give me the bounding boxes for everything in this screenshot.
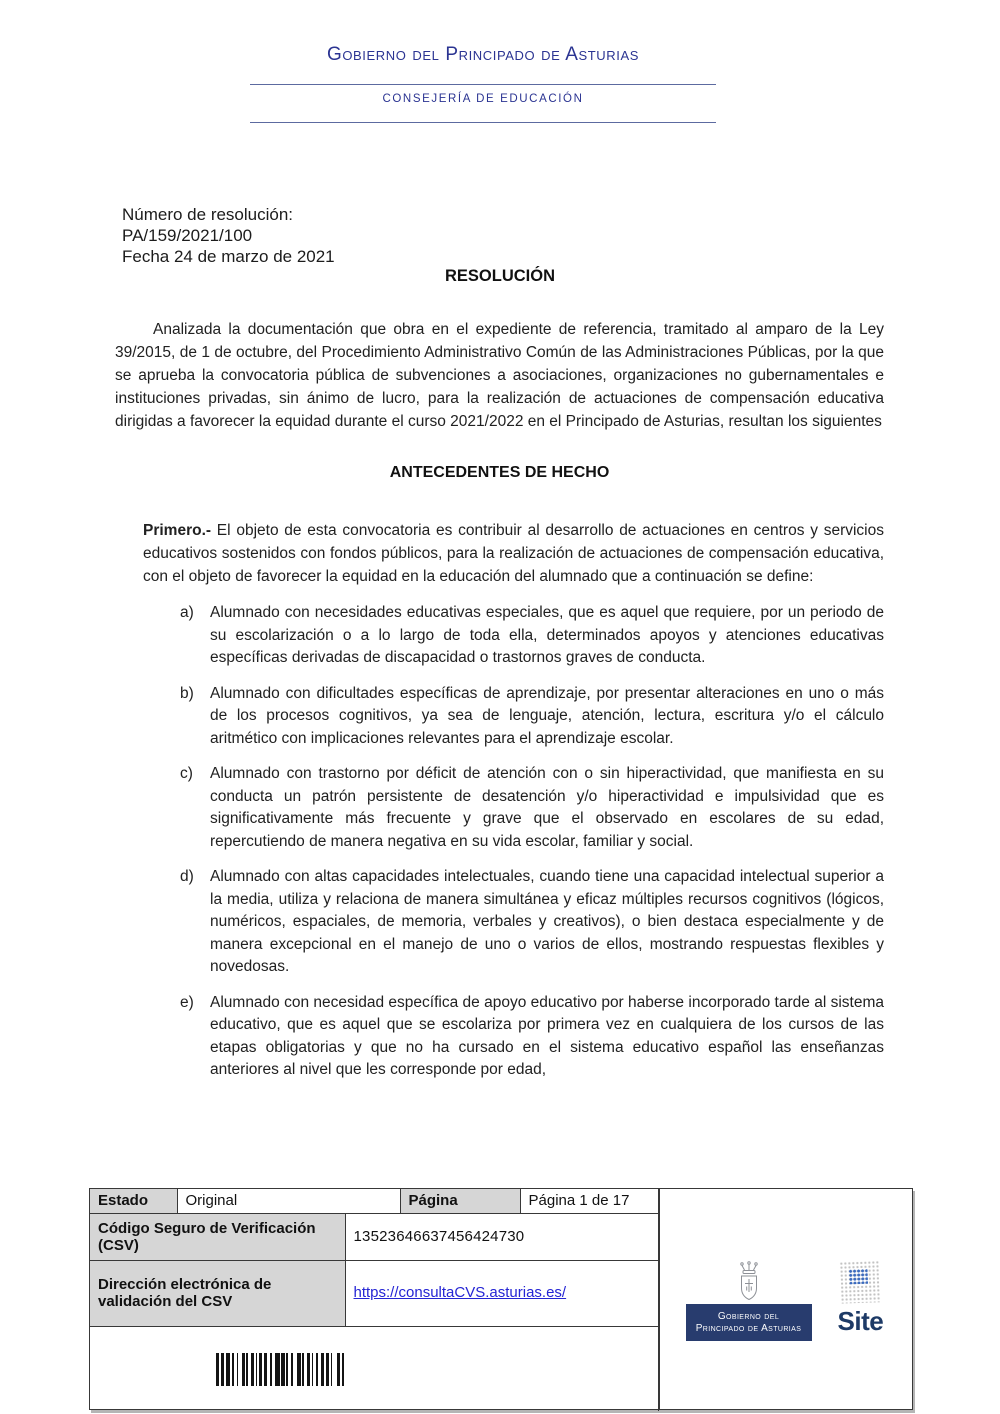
list-item-e [180,992,884,1082]
list-text: Alumnado con altas capacidades intelectuales, cuando tiene una capacidad intelectual superior a la media, utiliza y relaciona de manera simultánea y eficaz múltiples recursos cognitivos (lógicos, numéricos, espaciales, de memoria, verbales y creativos), o bien destaca especialmente y de manera excepcional en el manejo de uno o varios de ellos, mostrando respuestas flexibles y novedosas. [210,868,884,975]
resolution-number-label: Número de resolución: [122,205,294,224]
barcode-image [216,1353,650,1386]
list-letter: c) [180,765,193,782]
document-body [115,318,884,1082]
list-item-c [180,763,884,853]
list-item-d [180,866,884,979]
estado-label: Estado [90,1189,177,1213]
resolution-date: Fecha 24 de marzo de 2021 [122,247,335,266]
definition-list [115,602,884,1082]
gov-asturias-logo [686,1304,812,1341]
gov-logo-line1: Gobierno del [717,1310,780,1322]
pagina-value: Página 1 de 17 [520,1189,658,1213]
list-item-b [180,683,884,751]
list-letter: d) [180,868,194,885]
csv-value: 13523646637456424730 [345,1213,658,1260]
header-rule-top [250,84,716,85]
verification-footer [89,1188,913,1410]
list-letter: b) [180,684,194,702]
csv-label: Código Seguro de Verificación (CSV) [90,1213,345,1260]
site-logo [838,1261,882,1337]
list-letter: a) [180,604,194,621]
estado-value: Original [177,1189,400,1213]
primero-text: El objeto de esta convocatoria es contribuir al desarrollo de actuaciones en centros y servicios educativos sostenidos con fondos públicos, para la realización de actuaciones de compensación educativa, con el objeto de favorecer la equidad en la educación del alumnado que a continuación se define: [143,522,884,585]
intro-paragraph: Analizada la documentación que obra en el expediente de referencia, tramitado al amparo de la Ley 39/2015, de 1 de octubre, del Procedimiento Administrativo Común de las Administraciones Públicas, por la que se aprueba la convocatoria pública de subvenciones a asociaciones, organizaciones no gubernamentales e instituciones privadas, sin ánimo de lucro, para la realización de actuaciones de compensación educativa dirigidas a favorecer la equidad durante el curso 2021/2022 en el Principado de Asturias, resultan los siguientes [115,321,884,430]
verification-table [90,1189,659,1411]
section-heading: ANTECEDENTES DE HECHO [389,464,610,481]
org-title: Gobierno del Principado de Asturias [326,44,640,65]
letterhead [250,44,716,123]
gov-logo-line2: Principado de Asturias [695,1322,802,1334]
list-text: Alumnado con trastorno por déficit de atención con o sin hiperactividad, que manifiesta en su conducta un patrón persistente de desatención y/o hiperactividad e impulsividad que es significativamente más frecuente y grave que el observado en escolares de su edad, repercutiendo de manera negativa en su vida escolar, familiar y social. [210,765,884,850]
pagina-label: Página [400,1189,520,1213]
primero-paragraph [143,519,884,588]
csv-url-label: Dirección electrónica de validación del CSV [90,1260,345,1326]
list-letter: e) [180,993,194,1011]
footer-logos [659,1189,913,1409]
list-text: Alumnado con necesidad específica de apoyo educativo por haberse incorporado tarde al sistema educativo, que es aquel que se escolariza por primera vez en cualquiera de los cursos de las etapas obligatorias y que no ha cursado en el sistema educativo español las enseñanzas anteriores al nivel que les corresponde por edad, [210,993,884,1078]
department-title: CONSEJERÍA DE EDUCACIÓN [382,93,584,105]
resolution-meta [122,204,335,267]
resolution-number: PA/159/2021/100 [122,226,253,245]
list-item-a [180,602,884,670]
primero-label: Primero.- [143,522,212,539]
csv-validation-link[interactable]: https://consultaCVS.asturias.es/ [353,1284,567,1301]
site-dots-icon [839,1260,880,1303]
list-text: Alumnado con necesidades educativas especiales, que es aquel que requiere, por un periodo de su escolarización o a lo largo de toda ella, determinados apoyos y atenciones educativas específicas derivadas de discapacidad o trastornos graves de conducta. [210,604,884,666]
list-text: Alumnado con dificultades específicas de aprendizaje, por presentar alteraciones en uno o más de los procesos cognitivos, ya sea de lenguaje, atención, lectura, escritura y/o el cálculo aritmético con implicaciones relevantes para el aprendizaje escolar. [210,684,884,747]
document-title: RESOLUCIÓN [444,267,555,285]
site-logo-text: Site [837,1306,884,1336]
asturias-crest-icon [737,1261,761,1305]
header-rule-bottom [250,122,716,123]
